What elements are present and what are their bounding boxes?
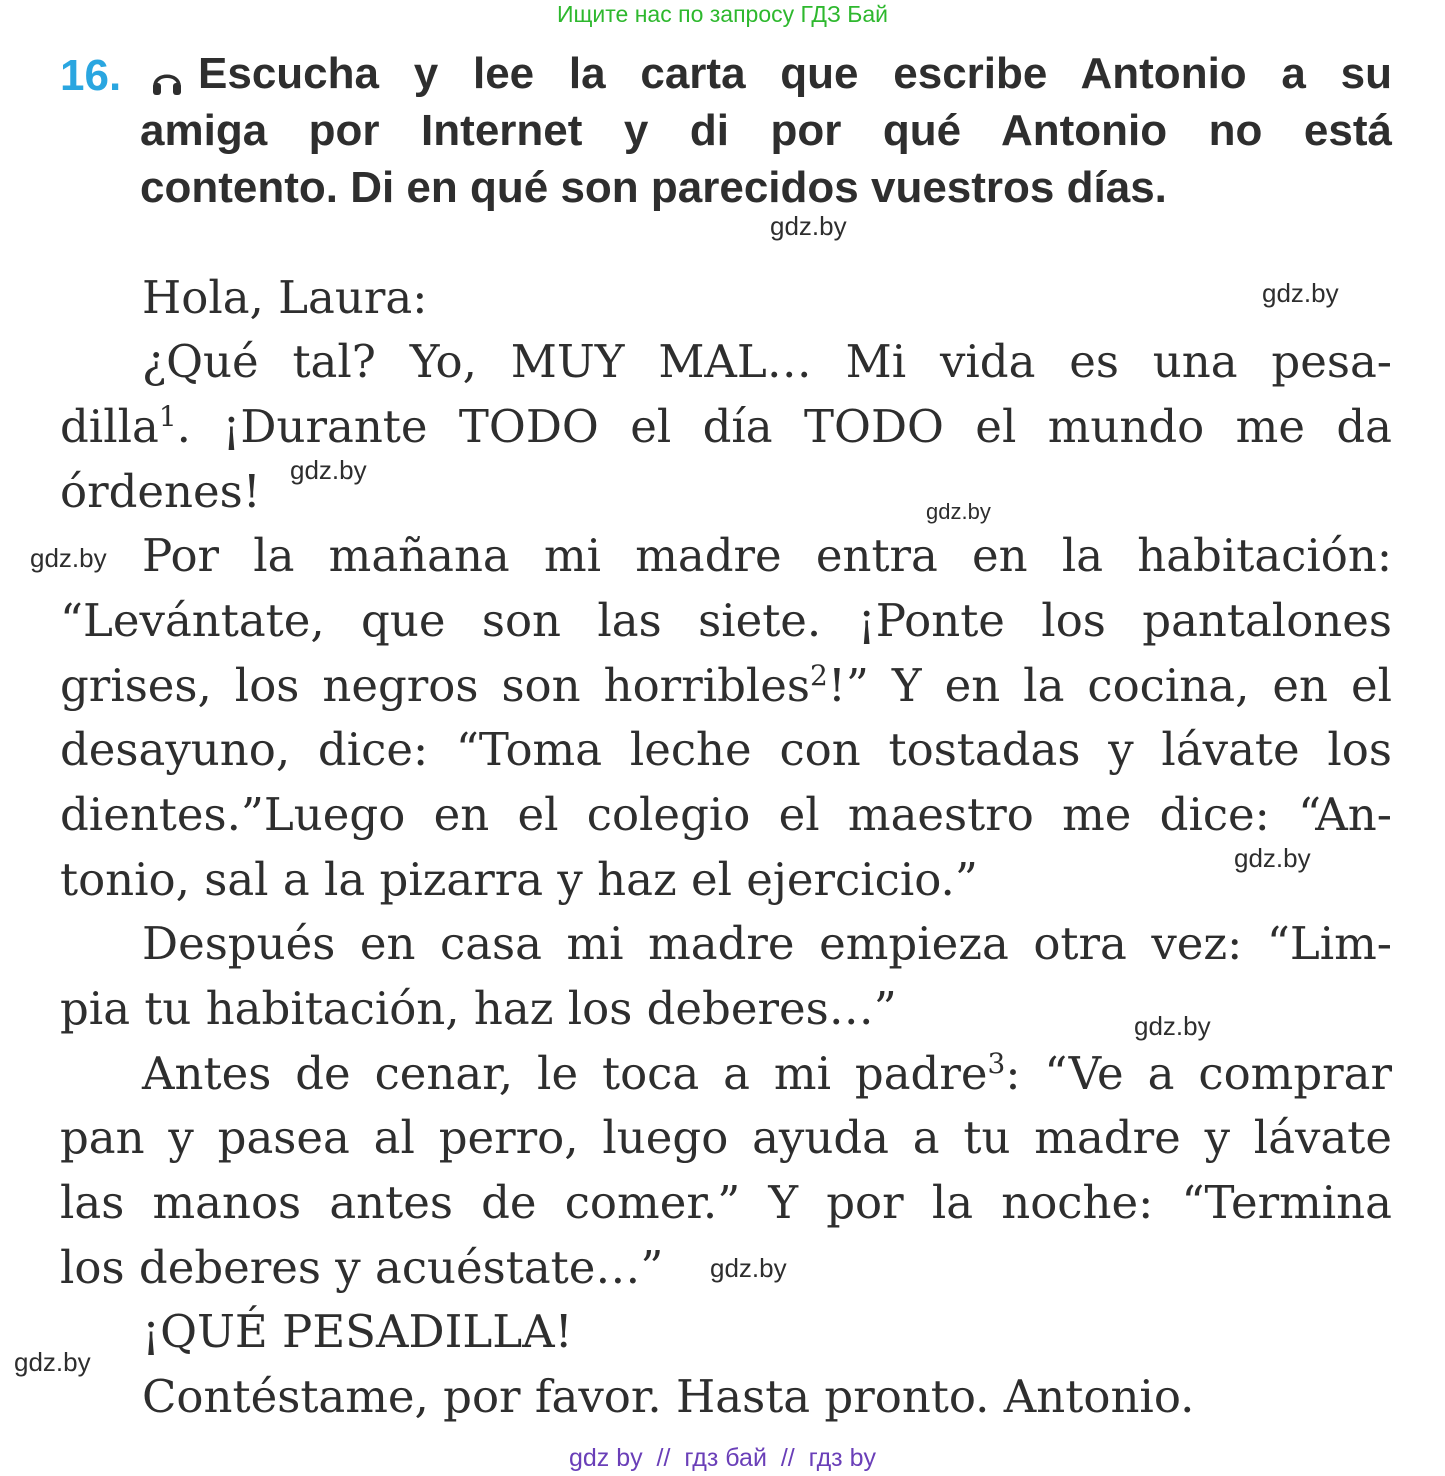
letter-exclamation: ¡QUÉ PESADILLA! bbox=[142, 1305, 573, 1358]
footnote-marker: 3 bbox=[987, 1047, 1006, 1080]
watermark: gdz.by bbox=[1134, 1011, 1211, 1041]
task-number: 16. bbox=[60, 51, 122, 100]
watermark: gdz.by bbox=[1262, 278, 1339, 308]
letter-line: Antes de cenar, le toca a mi padre$^3$: “Ve a comprar bbox=[142, 1047, 1393, 1100]
letter-line: Después en casa mi madre empieza otra vez: “Lim- bbox=[142, 917, 1392, 970]
search-banner: Ищите нас по запросу ГДЗ Бай bbox=[556, 1, 889, 27]
footer-watermark: gdz by // гдз бай // гдз by bbox=[568, 1444, 876, 1472]
watermark: gdz.by bbox=[30, 543, 107, 573]
letter-line: tonio, sal a la pizarra y haz el ejercicio.” bbox=[60, 853, 978, 906]
task-instruction-line: Escucha y lee la carta que escribe Antonio a su bbox=[198, 49, 1392, 98]
letter-line: pia tu habitación, haz los deberes…” bbox=[60, 982, 897, 1035]
letter-line: los deberes y acuéstate…” bbox=[60, 1241, 664, 1294]
task-instruction-line: amiga por Internet y di por qué Antonio no está bbox=[140, 106, 1392, 155]
watermark: gdz.by bbox=[770, 211, 847, 241]
letter-line: grises, los negros son horribles$^2$!” Y en la cocina, en el bbox=[60, 659, 1392, 712]
letter-closing: Contéstame, por favor. Hasta pronto. Antonio. bbox=[142, 1370, 1195, 1423]
footnote-marker: 2 bbox=[810, 659, 828, 692]
footnote-marker: 1 bbox=[158, 400, 177, 433]
letter-line: Por la mañana mi madre entra en la habitación: bbox=[142, 529, 1392, 582]
letter-line: “Levántate, que son las siete. ¡Ponte los pantalones bbox=[60, 594, 1392, 647]
letter-line: dientes.”Luego en el colegio el maestro me dice: “An- bbox=[60, 788, 1392, 841]
letter-line: las manos antes de comer.” Y por la noche: “Termina bbox=[60, 1176, 1392, 1229]
letter-greeting: Hola, Laura: bbox=[142, 271, 428, 324]
watermark: gdz.by bbox=[926, 499, 991, 524]
letter-line: dilla$^1$. ¡Durante TODO el día TODO el mundo me da bbox=[60, 400, 1392, 453]
watermark: gdz.by bbox=[290, 455, 367, 485]
watermark: gdz.by bbox=[14, 1347, 91, 1377]
letter-line: pan y pasea al perro, luego ayuda a tu madre y lávate bbox=[60, 1111, 1392, 1164]
watermark: gdz.by bbox=[710, 1253, 787, 1283]
letter-line: ¿Qué tal? Yo, MUY MAL… Mi vida es una pesa- bbox=[142, 335, 1392, 388]
letter-line: desayuno, dice: “Toma leche con tostadas y lávate los bbox=[60, 723, 1392, 776]
letter-line: órdenes! bbox=[60, 465, 261, 518]
watermark: gdz.by bbox=[1234, 843, 1311, 873]
task-instruction-line: contento. Di en qué son parecidos vuestros días. bbox=[140, 163, 1167, 212]
